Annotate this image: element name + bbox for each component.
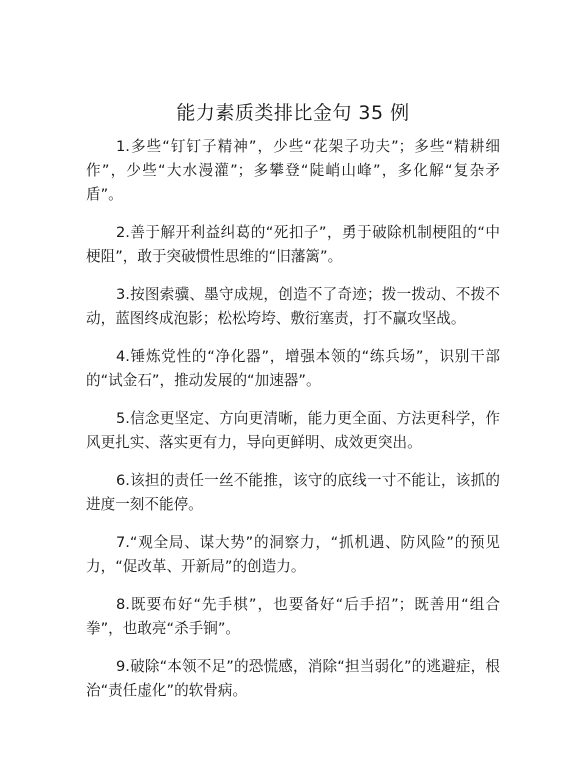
paragraph-8: 8.既要布好“先手棋”，也要备好“后手招”；既善用“组合拳”，也敢亮“杀手锏”。 bbox=[86, 596, 500, 637]
paragraph-7: 7.“观全局、谋大势”的洞察力，“抓机遇、防风险”的预见力，“促改革、开新局”的创造力。 bbox=[86, 534, 500, 575]
paragraph-4: 4.锤炼党性的“净化器”，增强本领的“练兵场”，识别干部的“试金石”，推动发展的“加速器”。 bbox=[86, 348, 500, 389]
paragraph-5: 5.信念更坚定、方向更清晰，能力更全面、方法更科学，作风更扎实、落实更有力，导向更鲜明、成效更突出。 bbox=[86, 410, 500, 451]
paragraph-3: 3.按图索骥、墨守成规，创造不了奇迹；拨一拨动、不拨不动，蓝图终成泡影；松松垮垮、敷衍塞责，打不赢攻坚战。 bbox=[86, 286, 500, 327]
paragraph-1: 1.多些“钉钉子精神”，少些“花架子功夫”；多些“精耕细作”，少些“大水漫灌”；多攀登“陡峭山峰”，多化解“复杂矛盾”。 bbox=[86, 138, 500, 203]
paragraph-2: 2.善于解开利益纠葛的“死扣子”，勇于破除机制梗阻的“中梗阻”，敢于突破惯性思维的“旧藩篱”。 bbox=[86, 224, 500, 265]
document-title: 能力素质类排比金句 35 例 bbox=[176, 102, 410, 124]
paragraph-6: 6.该担的责任一丝不能推，该守的底线一寸不能让，该抓的进度一刻不能停。 bbox=[86, 472, 500, 513]
paragraph-9: 9.破除“本领不足”的恐慌感，消除“担当弱化”的逃避症，根治“责任虚化”的软骨病。 bbox=[86, 658, 500, 699]
